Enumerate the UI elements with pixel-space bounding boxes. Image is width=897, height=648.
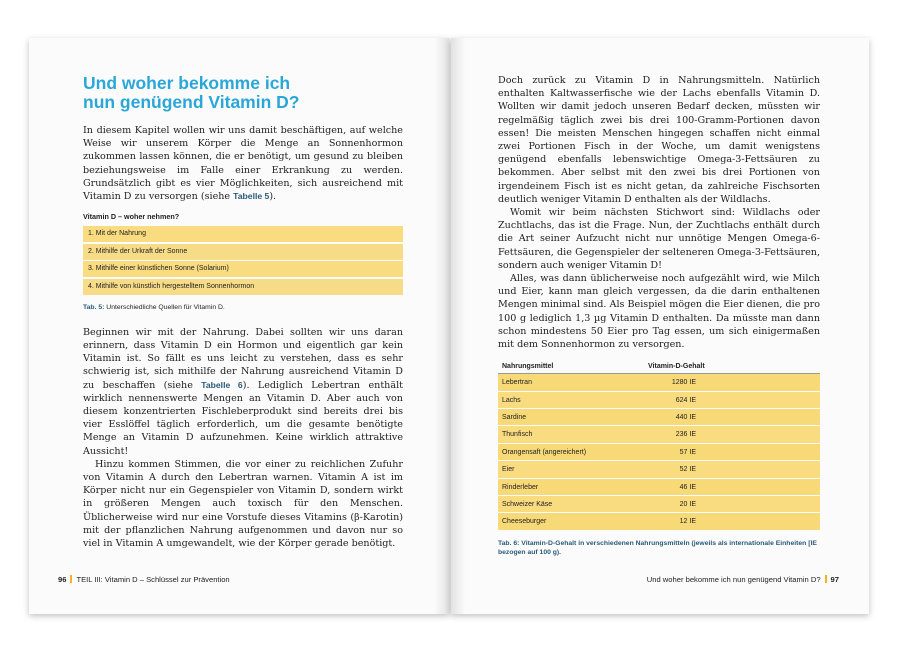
food-cell: Rinderleber [502,483,539,491]
value-cell: 57 IE [679,448,696,456]
chapter-title [83,74,403,112]
filler-cell [696,426,820,442]
table-6-row [498,374,820,391]
food-cell: Lachs [502,396,521,404]
table-6-header [498,359,820,374]
table-6-caption [498,539,820,557]
food-cell: Schweizer Käse [502,501,553,508]
table-5-row: 3. Mithilfe einer künstlichen Sonne (Solarium) [83,261,403,277]
table-6-row [498,479,820,496]
right-page-content [498,74,820,557]
value-cell: 624 IE [675,396,696,404]
filler-cell [696,392,820,408]
left-running-head: TEIL III: Vitamin D – Schlüssel zur Prävention [76,575,230,584]
salmon-paragraph: Womit wir beim nächsten Stichwort sind: Wildlachs oder Zuchtlachs, das ist die Frage. Nun, der Zuchtlachs enthält durch die Art seiner Aufzucht nicht nur unnötige Mengen Omega-6-Fettsäuren, die Gegenspieler der selteneren Omega-3-Fettsäuren, sondern auch weniger Vitamin D! [498,207,820,271]
left-gutter-shadow [435,38,449,614]
table-5-row: 1. Mit der Nahrung [83,226,403,242]
table-5-caption-text: Unterschiedliche Quellen für Vitamin D. [104,303,225,311]
table-5 [83,226,403,295]
table-6-row [498,392,820,409]
filler-cell [696,496,820,512]
table-6-row [498,426,820,443]
food-cell: Sardine [502,414,527,422]
footer-bar-left [70,575,72,583]
vitamin-a-paragraph: Hinzu kommen Stimmen, die vor einer zu reichlichen Zufuhr von Vitamin A durch den Lebertran warnen. Vitamin A ist im Körper nicht nur ein Gegenspieler von Vitamin D, sondern wirkt in größeren Mengen auch toxisch für den Menschen. Üblicherweise wird nur eine Vorstufe dieses Vitamins (β-Karotin) mit der pflanzlichen Nahrung aufgenommen und davon nur so viel in Vitamin A umgewandelt, wie der Körper gerade benötigt. [83,458,403,549]
eggs-paragraph: Alles, was dann üblicherweise noch aufgezählt wird, wie Milch und Eier, kann man gleich vergessen, da die darin enthaltenen Mengen minimal sind. Als Beispiel mögen die Eier dienen, die pro 100 g lediglich 1,3 µg Vitamin D enthalten. Da müsste man dann schon mindestens 50 Eier pro Tag essen, um sich einigermaßen mit dem Sonnenhormon zu versorgen. [498,273,820,351]
right-footer [647,575,839,584]
food-cell: Lebertran [502,379,532,387]
food-cell: Orangensaft (angereichert) [502,448,587,456]
nutrition-paragraph [83,326,403,458]
filler-cell [696,374,820,390]
table-6-row [498,444,820,461]
filler-cell [696,513,820,529]
left-page-content [83,74,403,550]
table-5-reference-link[interactable]: Tabelle 5 [233,191,270,202]
left-page-number: 96 [58,575,67,584]
table-6 [498,359,820,531]
intro-tail: ). [269,191,277,203]
nutrition-tail: ). Lediglich Lebertran enthält wirklich nennenswerte Mengen an Vitamin D. Aber auch von diesem konzentrierten Fischleberprodukt sind bereits drei bis vier Esslöffel täglich erforderlich, um die gesamte benötigte Menge an Vitamin D aufzunehmen. Keine wirklich attraktive Aussicht! [83,379,403,457]
filler-cell [696,461,820,477]
table-6-row [498,496,820,513]
value-cell: 12 IE [679,518,696,526]
table-6-reference-link[interactable]: Tabelle 6 [201,379,243,390]
intro-text: In diesem Kapitel wollen wir uns damit beschäftigen, auf welche Weise wir unserem Körper die Menge an Sonnenhormon zukommen lassen können, die er benötigt, um gesund zu bleiben beziehungsweise im Falle einer Erkrankung zu werden. Grundsätzlich gibt es vier Möglichkeiten, sich ausreichend mit Vitamin D zu versorgen (siehe [83,125,403,203]
header-food: Nahrungsmittel [502,363,554,371]
right-running-head: Und woher bekomme ich nun genügend Vitamin D? [646,575,821,584]
table-5-caption [83,303,403,312]
table-5-caption-label: Tab. 5: [83,303,105,311]
right-page [451,38,869,614]
fish-paragraph: Doch zurück zu Vitamin D in Nahrungsmitteln. Natürlich enthalten Kaltwasserfische wie der Lachs ebenfalls Vitamin D. Wollten wir damit jedoch unseren Bedarf decken, müssten wir regelmäßig täglich zwei bis drei 100-Gramm-Portionen davon essen! Die meisten Menschen hingegen schaffen nicht einmal zwei Portionen Fisch in der Woche, um damit wenigstens genügend ebenfalls lebenswichtige Omega-3-Fettsäuren zu bekommen. Aber selbst mit den zwei bis drei Portionen von irgendeinem Fisch ist es nicht getan, da zahlreiche Fischsorten deutlich weniger Vitamin D enthalten als der Wildlachs. [498,75,820,205]
table-5-row: 4. Mithilfe von künstlich hergestelltem Sonnenhormon [83,279,403,295]
table-6-caption-text: Vitamin-D-Gehalt in verschiedenen Nahrungsmitteln (jeweils als internationale Einheiten [IE bezogen auf 100 g). [498,539,817,556]
left-footer [58,575,230,584]
value-cell: 20 IE [679,501,696,508]
chapter-title-line-1: Und woher bekomme ich [83,73,291,93]
chapter-title-line-2: nun genügend Vitamin D? [83,92,300,112]
value-cell: 46 IE [679,483,696,491]
filler-cell [696,479,820,495]
food-cell: Cheeseburger [502,518,547,526]
right-page-number: 97 [830,575,839,584]
footer-bar-right [825,575,827,583]
table-6-caption-label: Tab. 6: [498,539,520,547]
value-cell: 1280 IE [671,379,696,387]
table-6-body [498,374,820,531]
table-6-row [498,461,820,478]
value-cell: 236 IE [675,431,696,439]
table-5-title: Vitamin D – woher nehmen? [83,212,180,222]
table-6-row [498,513,820,530]
nutrition-text: Beginnen wir mit der Nahrung. Dabei sollten wir uns daran erinnern, dass Vitamin D ein Hormon und eigentlich gar kein Vitamin ist. So fällt es uns leicht zu verstehen, dass es sehr schwierig ist, sich mithilfe der Nahrung ausreichend Vitamin D zu beschaffen (siehe [83,326,403,391]
value-cell: 440 IE [675,414,696,422]
right-gutter-shadow [451,38,465,614]
table-6-row [498,409,820,426]
food-cell: Eier [502,466,515,474]
table-5-row: 2. Mithilfe der Urkraft der Sonne [83,244,403,260]
intro-paragraph [83,124,403,203]
left-page [29,38,449,614]
filler-cell [696,444,820,460]
value-cell: 52 IE [679,466,696,474]
filler-cell [696,409,820,425]
header-value: Vitamin-D-Gehalt [648,363,705,371]
food-cell: Thunfisch [502,431,533,439]
